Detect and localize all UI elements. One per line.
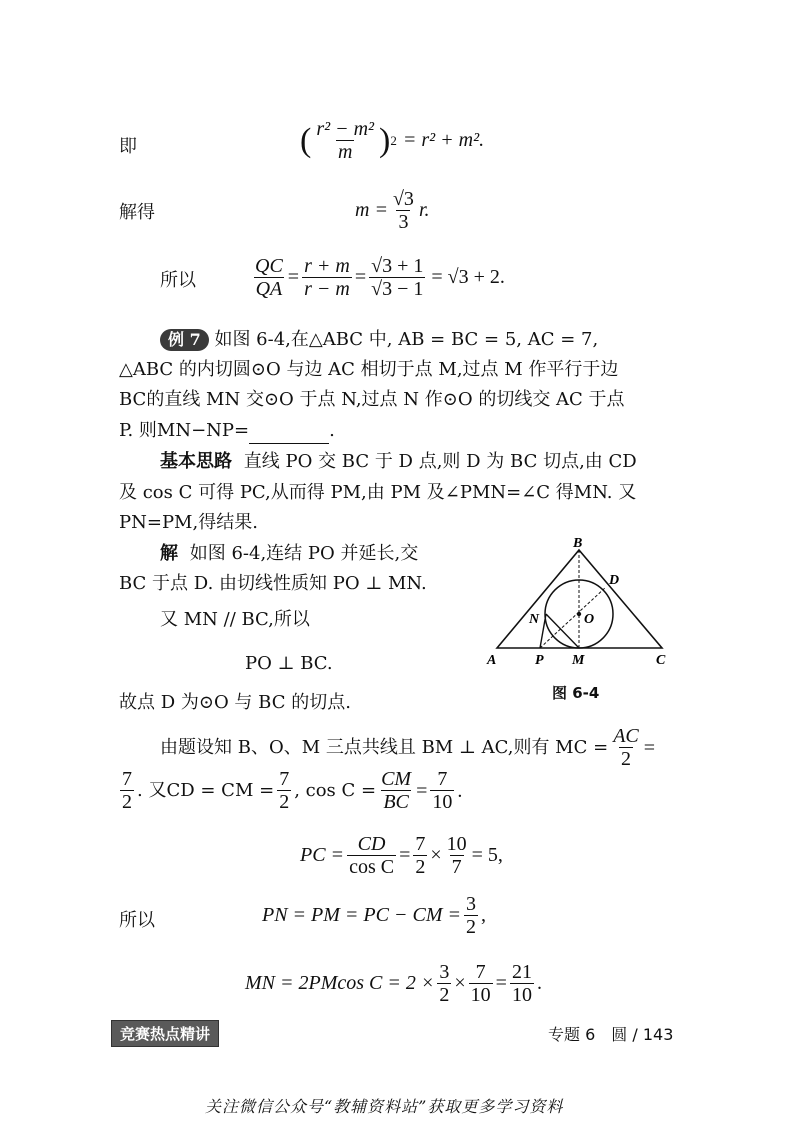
mn-f2-den: 10: [470, 984, 491, 1006]
mn-f3-num: 21: [511, 961, 532, 983]
label-ji: 即: [119, 136, 137, 157]
pc-tail: = 5,: [471, 844, 503, 866]
solution-line-6-text: 由题设知 B、O、M 三点共线且 BM ⊥ AC,则有 MC =: [160, 736, 609, 758]
idea-line-3: PN=PM,得结果.: [119, 512, 258, 533]
example-7-line-1: [160, 327, 598, 353]
label-n: N: [529, 612, 540, 627]
equation-mn: MN = 2PMcos C = 2 × $\frac{3}{2}$ × $\frac{7}{10}$ = $\frac{21}{10}$ .: [245, 961, 542, 1006]
pn-den: 2: [465, 916, 476, 938]
solution-heading: 解: [160, 543, 178, 564]
cm-num: CM: [381, 768, 412, 790]
solution-line-7: $\frac{7}{2}$ . 又CD = CM = $\frac{7}{2}$ , cos C = $\frac{CM}{BC}$ = $\frac{7}{10}$ .: [122, 768, 463, 813]
label-p: P: [535, 653, 544, 668]
eq1-numerator: r² − m²: [316, 118, 375, 140]
pc-f2-den: 2: [415, 856, 426, 878]
pc-f3-num: 10: [446, 833, 467, 855]
solution-line-7-cos: , cos C =: [294, 779, 377, 801]
equation-pc: PC = $\frac{CD}{\text{cos C}}$ = $\frac{7}{2}$ × $\frac{10}{7}$ = 5,: [300, 833, 503, 878]
mn-lhs: MN = 2PMcos C = 2 ×: [245, 972, 435, 994]
pc-f1-den: cos C: [349, 856, 395, 878]
eq3-tail: = √3 + 2.: [431, 266, 505, 288]
solution-line-5: 故点 D 为⊙O 与 BC 的切点.: [119, 692, 351, 713]
cos-num: 7: [437, 768, 448, 790]
eq2-tail: r.: [418, 199, 430, 221]
mc-num: AC: [613, 725, 639, 747]
equation-3: $\frac{QC}{QA}$ = $\frac{r + m}{r - m}$ = $\frac{√3 + 1}{√3 - 1}$ = √3 + 2.: [255, 255, 505, 300]
figure-caption: 图 6-4: [552, 684, 600, 702]
idea-line-1-text: 直线 PO 交 BC 于 D 点,则 D 为 BC 切点,由 CD: [243, 451, 637, 472]
cd-num: 7: [279, 768, 290, 790]
eq2-numerator: √3: [392, 188, 414, 210]
example-7-line-3: BC的直线 MN 交⊙O 于点 N,过点 N 作⊙O 的切线交 AC 于点: [119, 389, 625, 410]
label-a: A: [487, 653, 497, 668]
eq3-f2-den: r − m: [304, 278, 350, 300]
example-7-line-2: △ABC 的内切圆⊙O 与边 AC 相切于点 M,过点 M 作平行于边: [119, 359, 619, 380]
label-suoyi-2: 所以: [119, 910, 155, 931]
label-c: C: [656, 653, 666, 668]
label-b: B: [573, 536, 583, 551]
mn-f2-num: 7: [475, 961, 486, 983]
footer-watermark: 关注微信公众号“教辅资料站”获取更多学习资料: [205, 1097, 564, 1116]
eq3-f1-num: QC: [255, 255, 283, 277]
bc-den: BC: [383, 791, 409, 813]
example-badge: 例 7: [160, 329, 209, 351]
eq3-f3-den: √3 − 1: [371, 278, 424, 300]
label-d: D: [609, 573, 620, 588]
solution-line-6: 由题设知 B、O、M 三点共线且 BM ⊥ AC,则有 MC = $\frac{AC}{2}$ =: [160, 725, 656, 770]
frac-7-2-den: 2: [122, 791, 132, 813]
eq3-f2-num: r + m: [304, 255, 350, 277]
mn-f1-den: 2: [439, 984, 450, 1006]
label-o: O: [584, 612, 595, 627]
pc-f3-den: 7: [451, 856, 462, 878]
idea-line-1: [160, 449, 637, 475]
answer-blank: [249, 425, 329, 444]
idea-line-2: 及 cos C 可得 PC,从而得 PM,由 PM 及∠PMN=∠C 得MN. 又: [119, 482, 637, 503]
footer-page-info: 专题 6 圆 / 143: [548, 1025, 674, 1044]
pc-f2-num: 7: [415, 833, 426, 855]
equation-2: [355, 188, 430, 233]
pc-f1-num: CD: [357, 833, 386, 855]
solution-line-7-mid: . 又CD = CM =: [137, 779, 275, 801]
solution-line-4: PO ⊥ BC.: [245, 653, 333, 674]
cd-den: 2: [279, 791, 290, 813]
equation-1: ( $\frac{\text{r² − m²}}{m}$ ) 2 = r² + m².: [300, 118, 485, 163]
eq3-f1-den: QA: [255, 278, 283, 300]
example-line-4-text: P. 则MN−NP=: [119, 420, 250, 441]
frac-7-2-num: 7: [122, 768, 132, 790]
footer-series-tag: 竞赛热点精讲: [111, 1020, 219, 1047]
label-jiede: 解得: [119, 202, 155, 223]
example-7-line-4: P. 则MN−NP= .: [119, 418, 335, 444]
triangle-abc: [497, 550, 662, 648]
label-suoyi-1: 所以: [160, 270, 196, 291]
pn-num: 3: [465, 893, 476, 915]
cos-den: 10: [432, 791, 453, 813]
eq2-lhs: m =: [355, 199, 388, 221]
solution-line-2: BC 于点 D. 由切线性质知 PO ⊥ MN.: [119, 573, 427, 594]
mc-den: 2: [620, 748, 631, 770]
mn-f1-num: 3: [439, 961, 450, 983]
solution-line-1: [160, 541, 418, 567]
eq2-denominator: 3: [398, 211, 409, 233]
eq3-f3-num: √3 + 1: [371, 255, 424, 277]
pn-lhs: PN = PM = PC − CM =: [262, 904, 461, 926]
eq1-denominator: m: [337, 141, 353, 163]
label-m: M: [572, 653, 585, 668]
solution-line-1-text: 如图 6-4,连结 PO 并延长,交: [189, 543, 419, 564]
equation-pn: PN = PM = PC − CM = $\frac{3}{2}$ ,: [262, 893, 486, 938]
example-line-1-text: 如图 6-4,在△ABC 中, AB = BC = 5, AC = 7,: [214, 329, 599, 350]
center-o: [577, 612, 581, 616]
mn-f3-den: 10: [511, 984, 532, 1006]
pc-lhs: PC =: [300, 844, 345, 866]
solution-line-3: 又 MN // BC,所以: [160, 609, 310, 630]
idea-heading: 基本思路: [160, 451, 232, 472]
eq1-rhs: = r² + m².: [402, 129, 485, 151]
